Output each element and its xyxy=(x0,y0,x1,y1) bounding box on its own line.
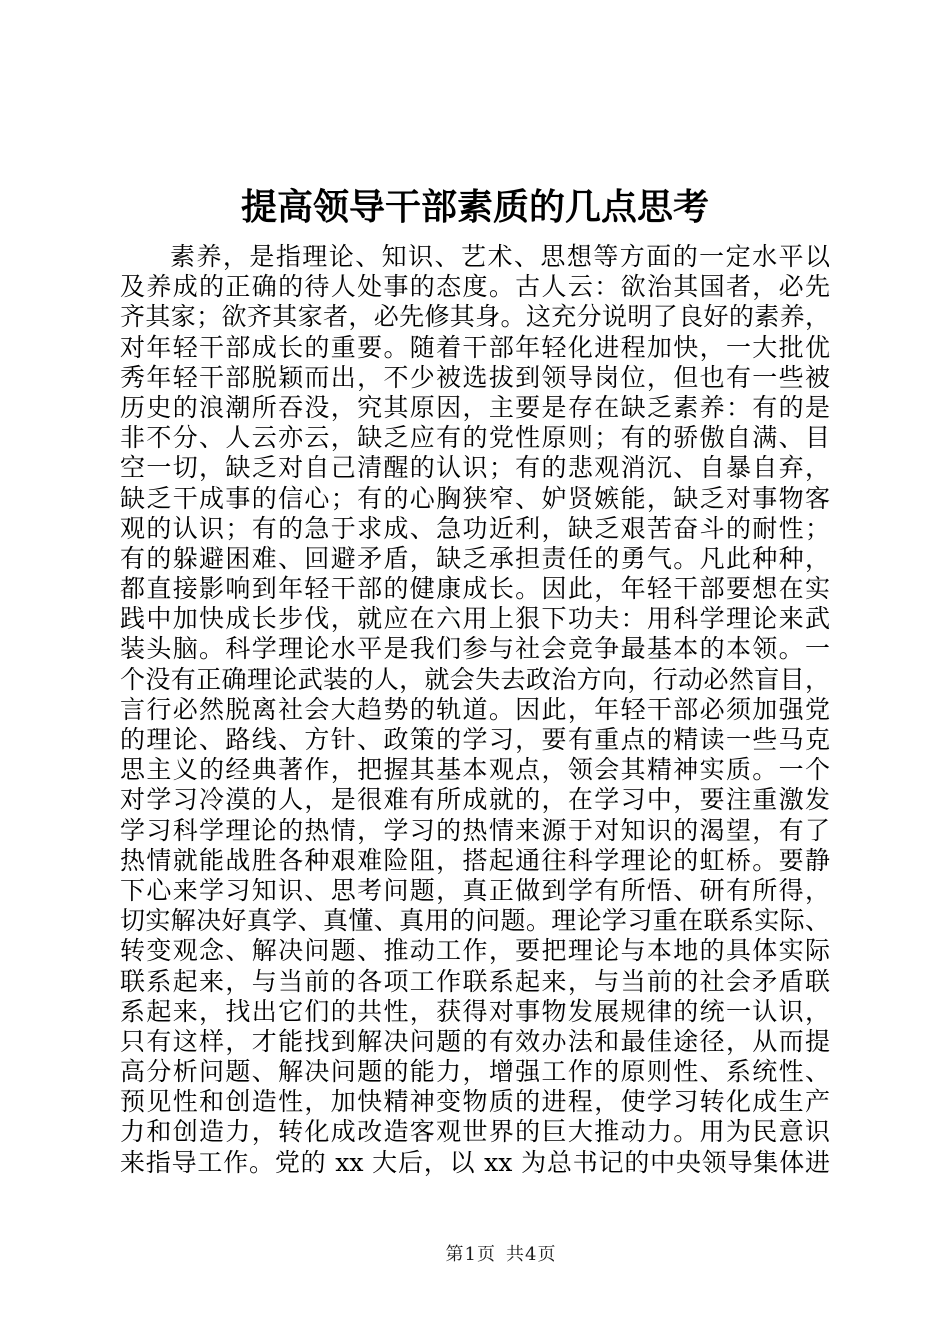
body-text-line: 历史的浪潮所吞没，究其原因，主要是存在缺乏素养：有的是 xyxy=(120,392,830,422)
body-text-line: 高分析问题、解决问题的能力，增强工作的原则性、系统性、 xyxy=(120,1057,830,1087)
body-text-line: 对学习冷漠的人，是很难有所成就的，在学习中，要注重激发 xyxy=(120,785,830,815)
body-text-line: 装头脑。科学理论水平是我们参与社会竞争最基本的本领。一 xyxy=(120,634,830,664)
body-text-line: 联系起来，与当前的各项工作联系起来，与当前的社会矛盾联 xyxy=(120,966,830,996)
body-text-line: 思主义的经典著作，把握其基本观点，领会其精神实质。一个 xyxy=(120,755,830,785)
body-text-line: 热情就能战胜各种艰难险阻，搭起通往科学理论的虹桥。要静 xyxy=(120,845,830,875)
body-text-line: 秀年轻干部脱颖而出，不少被选拔到领导岗位，但也有一些被 xyxy=(120,362,830,392)
body-text-line: 切实解决好真学、真懂、真用的问题。理论学习重在联系实际、 xyxy=(120,906,830,936)
body-text-line: 观的认识；有的急于求成、急功近利，缺乏艰苦奋斗的耐性； xyxy=(120,513,830,543)
body-text-line: 缺乏干成事的信心；有的心胸狭窄、妒贤嫉能，缺乏对事物客 xyxy=(120,483,830,513)
body-text-line: 对年轻干部成长的重要。随着干部年轻化进程加快，一大批优 xyxy=(120,332,830,362)
body-text-line: 齐其家；欲齐其家者，必先修其身。这充分说明了良好的素养， xyxy=(120,302,830,332)
body-text-line: 系起来，找出它们的共性，获得对事物发展规律的统一认识， xyxy=(120,996,830,1026)
body-text-line: 学习科学理论的热情，学习的热情来源于对知识的渴望，有了 xyxy=(120,815,830,845)
body-text-line: 都直接影响到年轻干部的健康成长。因此，年轻干部要想在实 xyxy=(120,574,830,604)
body-text-line: 转变观念、解决问题、推动工作，要把理论与本地的具体实际 xyxy=(120,936,830,966)
body-text-line: 来指导工作。党的 xx 大后，以 xx 为总书记的中央领导集体进 xyxy=(120,1147,830,1177)
document-body xyxy=(120,242,830,1178)
body-text-line: 言行必然脱离社会大趋势的轨道。因此，年轻干部必须加强党 xyxy=(120,694,830,724)
body-text-line: 预见性和创造性，加快精神变物质的进程，使学习转化成生产 xyxy=(120,1087,830,1117)
body-text-line: 只有这样，才能找到解决问题的有效办法和最佳途径，从而提 xyxy=(120,1026,830,1056)
body-text-line: 素养，是指理论、知识、艺术、思想等方面的一定水平以 xyxy=(170,242,830,271)
body-text-line: 个没有正确理论武装的人，就会失去政治方向，行动必然盲目， xyxy=(120,664,830,694)
page-number-label: 第1页 xyxy=(445,1244,496,1265)
body-text-line: 及养成的正确的待人处事的态度。古人云：欲治其国者，必先 xyxy=(120,272,830,302)
body-text-line: 力和创造力，转化成改造客观世界的巨大推动力。用为民意识 xyxy=(120,1117,830,1147)
body-text-line: 践中加快成长步伐，就应在六用上狠下功夫：用科学理论来武 xyxy=(120,604,830,634)
body-text-line: 下心来学习知识、思考问题，真正做到学有所悟、研有所得， xyxy=(120,875,830,905)
body-text-line: 非不分、人云亦云，缺乏应有的党性原则；有的骄傲自满、目 xyxy=(120,423,830,453)
document-title: 提高领导干部素质的几点思考 xyxy=(240,187,709,228)
body-text-line: 有的躲避困难、回避矛盾，缺乏承担责任的勇气。凡此种种， xyxy=(120,543,830,573)
page-total-label: 共4页 xyxy=(506,1244,557,1265)
body-text-line: 空一切，缺乏对自己清醒的认识；有的悲观消沉、自暴自弃， xyxy=(120,453,830,483)
body-text-line: 的理论、路线、方针、政策的学习，要有重点的精读一些马克 xyxy=(120,725,830,754)
page-footer xyxy=(26,1240,950,1266)
